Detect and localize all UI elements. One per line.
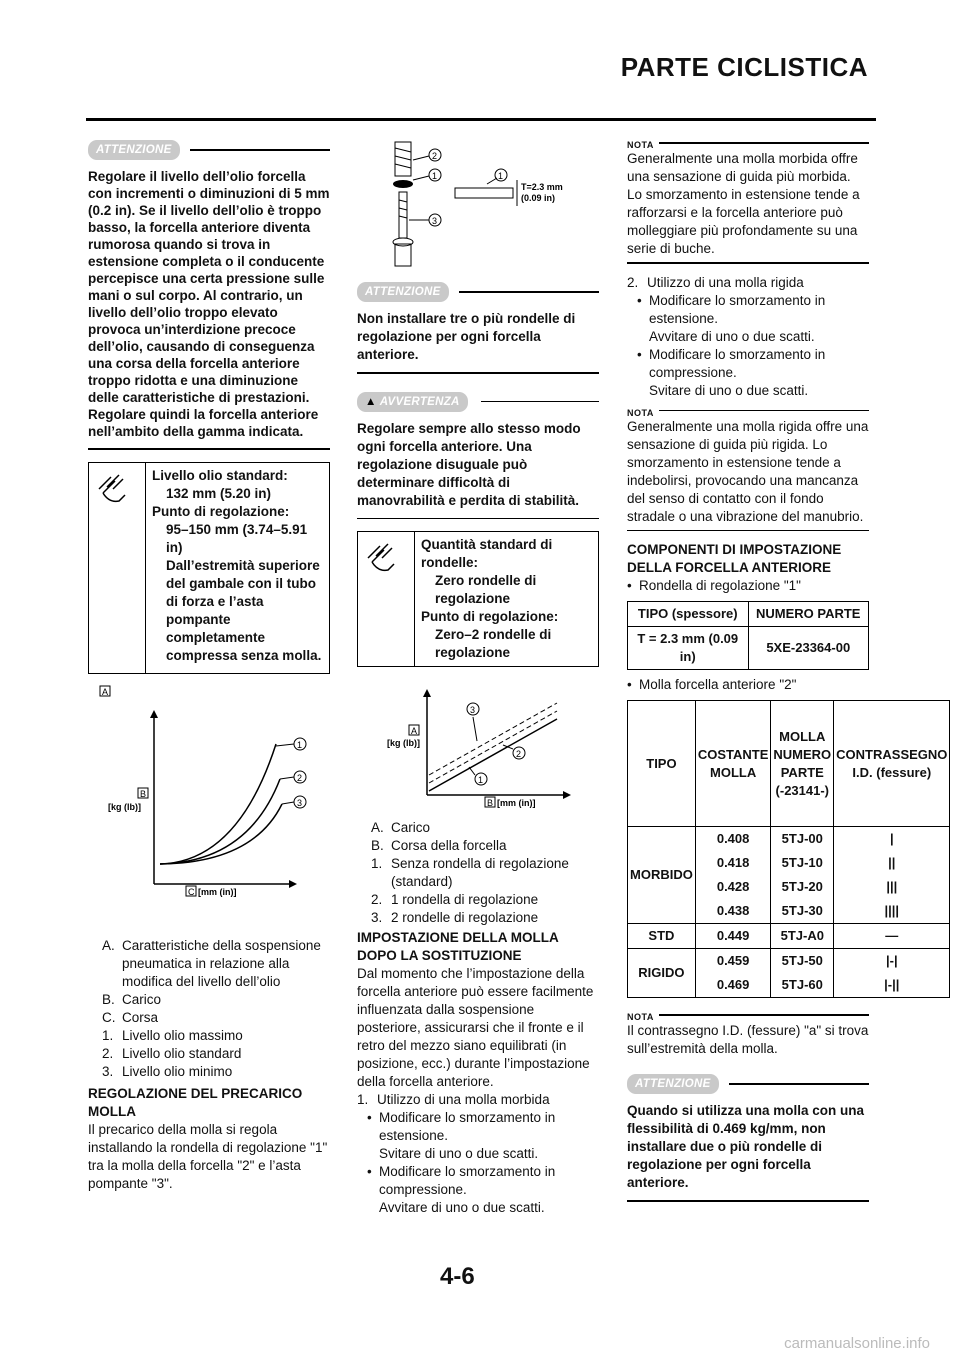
section-text: Dal momento che l’impostazione della forcella anteriore può essere facilmente influenzata dalla sospensione posteriore, assicurarsi che il fronte e il retro del mezzo siano equilibrati (in posizione, ecc.) durante l’impostazione della forcella anteriore. [357,966,594,1089]
spec-box [88,462,330,674]
legend: A. Carico B. Corsa della forcella 1. Senza rondella di regolazione (standard) 2. 1 rondella di regolazione 3. 2 rondelle di regolazione [371,820,569,925]
column-1 [88,140,330,1193]
spring-table: TIPO COSTANTE MOLLA MOLLA NUMERO PARTE (-23141-) CONTRASSEGNO I.D. (fessure) MORBIDO 0.408 5TJ-00 | 0.418 5TJ-10 || 0.428 5TJ-20 ||| 0.438 5TJ-30 |||| STD 0.449 5TJ-A0 — RIGIDO 0.459 5TJ-50 |-| 0.469 5TJ-60 |-|| [627,700,950,998]
washer-figure [357,140,599,270]
page-title: PARTE CICLISTICA [620,52,868,82]
attention-header [88,140,330,162]
attention-text: Regolare il livello dell’olio forcella con incrementi o diminuzioni di 5 mm (0.2 in). Se il livello dell’olio è troppo basso, la forcella anteriore diventa rumorosa quando si trova in estensione completa o il conducente percepisce una certa pressione sulle mani o sul corpo. Al contrario, un livello dell’olio troppo elevato provoca un’interdizione precoce dell’olio, causando di conseguenza una corsa della forcella anteriore troppo ridotta e una diminuzione delle caratteristiche di prestazioni. Regolare quindi la forcella anteriore nell’ambito della gamma indicata. [88,169,330,439]
column-3: NOTA Generalmente una molla morbida offre una sensazione di guida più morbida. Lo smorzamento in estensione tende a rafforzarsi e la forcella anteriore può molleggiare più profondamente su una serie di buche. 2. Utilizzo di una molla rigida • Modificare lo smorzamento in estensione. Avvitare di uno o due scatti. • Modificare lo smorzamento in compressione. Svitare di uno o due scatti. NOTA Generalmente una molla rigida offre una sensazione di guida più rigida. Lo smorzamento in estensione tende a indebolirsi, provocando una mancanza del senso di contatto con il fondo stradale o una vibrazione del manubrio. COMPONENTI DI IMPOSTAZIONE DELLA FORCELLA ANTERIORE • Rondella di regolazione "1" TIPO (spessore) NUMERO PARTE T = 2.3 mm (0.09 in) 5XE-23364-00 • Molla forcella anteriore "2" TIPO COSTANTE MOLLA MOLLA NUMERO PARTE (-23141-) CONTRASSEGNO I.D. (fessure) MORBIDO 0.408 5TJ-00 | 0.418 5TJ-10 || 0.428 5TJ-20 ||| 0.438 5TJ-30 |||| STD 0.449 5TJ-A0 — RIGIDO 0.459 5TJ-50 |-| 0.469 5TJ-60 |-|| NOTA Il contrassegno I.D. (fessure) "a" si trova sull’estremità della molla. ATTENZIONE Quando si utilizza una molla con una flessibilità di 0.469 kg/mm, non installare due o più rondelle di regolazione per ogni forcella anteriore. [627,136,869,1202]
warning-badge: ▲ AVVERTENZA [357,392,468,412]
spec-line: 95–150 mm (3.74–5.91 in) [166,521,308,555]
svg-text:3: 3 [470,705,476,715]
attention-badge: ATTENZIONE [627,1074,719,1094]
attention-badge: ATTENZIONE [88,140,180,160]
section-heading: COMPONENTI DI IMPOSTAZIONE DELLA FORCELLA ANTERIORE [627,542,842,575]
step-1: 1. Utilizzo di una molla morbida [357,1092,550,1107]
section-heading: IMPOSTAZIONE DELLA MOLLA DOPO LA SOSTITUZIONE [357,930,559,963]
spec-line: Livello olio standard: [152,467,288,483]
attention-header [627,1074,869,1096]
attention-text: Quando si utilizza una molla con una flessibilità di 0.469 kg/mm, non installare due o più rondelle di regolazione per ogni forcella anteriore. [627,1103,865,1190]
watermark: carmanualsonline.info [784,1335,930,1352]
spec-line: Dall’estremità superiore del gambale con il tubo di forza e l’asta pompante completamente compressa senza molla. [166,557,322,663]
label-load: [kg (lb)] [108,801,141,812]
label-b: B [140,788,147,799]
nota-header: NOTA [627,404,869,418]
nota-text: Il contrassegno I.D. (fessure) "a" si trova sull’estremità della molla. [627,1023,869,1056]
step-2: 2. Utilizzo di una molla rigida [627,274,804,290]
svg-text:[kg (lb)]: [kg (lb)] [387,738,420,748]
washer-table: TIPO (spessore) NUMERO PARTE T = 2.3 mm (0.09 in) 5XE-23364-00 [627,601,869,670]
warning-text: Regolare sempre allo stesso modo ogni forcella anteriore. Una regolazione disuguale può determinare difficoltà di manovrabilità e perdita di stabilità. [357,420,581,508]
attention-header [357,282,599,304]
washer-graph [357,683,599,813]
thickness-label: T=2.3 mm [521,182,563,192]
warning-header [357,392,599,414]
section-heading: REGOLAZIONE DEL PRECARICO MOLLA [88,1085,303,1119]
svg-text:(0.09 in): (0.09 in) [521,193,556,203]
label-c: C [188,886,195,897]
wrench-icon [89,463,146,673]
num-3: 3 [297,797,303,808]
svg-text:1: 1 [498,171,504,181]
svg-text:A: A [411,726,418,736]
legend: A. Caratteristiche della sospensione pneumatica in relazione alla modifica del livello dell’olio B. Carico C. Corsa 1. Livello olio massimo 2. Livello olio standard 3. Livello olio minimo [102,937,321,1079]
num-1: 1 [297,739,303,750]
wrench-icon [358,532,415,666]
svg-text:2: 2 [432,151,438,161]
label-stroke: [mm (in)] [198,886,237,897]
page-number: 4-6 [440,1263,475,1290]
nota-text: Generalmente una molla morbida offre una sensazione di guida più morbida. Lo smorzamento in estensione tende a rafforzarsi e la forcella anteriore può molleggiare più profondamente su una serie di buche. [627,151,860,256]
nota-header: NOTA [627,1008,869,1022]
oil-level-figure [88,684,330,909]
svg-text:B: B [487,798,494,808]
label-a: A [102,686,109,697]
attention-badge: ATTENZIONE [357,282,449,302]
warning-triangle-icon: ▲ [365,395,377,408]
svg-text:[mm (in)]: [mm (in)] [497,798,536,808]
spec-line: 132 mm (5.20 in) [166,485,272,501]
nota-header: NOTA [627,136,869,150]
column-2: 2 1 3 1 T=2.3 mm (0.09 in) ATTENZIONE Non installare tre o più rondelle di regolazione per ogni forcella anteriore. ▲ AVVERTENZA Regolare sempre allo stesso modo ogni forcella anteriore. Una regolazione disuguale può determinare difficoltà di manovrabilità e perdita di stabilità. Quantità standard di rondelle: Zero rondelle di regolazione Punto di regolazione: Zero–2 rondelle di regolazione A [kg (lb)] B [mm (in)] 1 2 3 A. Carico B. Corsa della forcella 1. Senza rondella di regolazione (standard) 2. 1 rondella di regolazione 3. 2 rondelle di regolazione IMPOSTAZIONE DELLA MOLLA DOPO LA SOSTITUZIONE Dal momento che l’impostazione della forcella anteriore può essere facilmente influenzata dalla sospensione posteriore, assicurarsi che il fronte e il retro del mezzo siano equilibrati (in posizione, ecc.) durante l’impostazione della forcella anteriore. 1. Utilizzo di una molla morbida • Modificare lo smorzamento in estensione. Svitare di uno o due scatti. • Modificare lo smorzamento in compressione. Avvitare di uno o due scatti. [357,140,599,1217]
spec-box: Quantità standard di rondelle: Zero rondelle di regolazione Punto di regolazione: Zero–2 rondelle di regolazione [357,531,599,667]
svg-text:1: 1 [478,775,484,785]
svg-text:1: 1 [432,171,438,181]
header-rule [86,118,876,121]
num-2: 2 [297,772,303,783]
attention-text: Non installare tre o più rondelle di regolazione per ogni forcella anteriore. [357,311,576,362]
spec-line: Punto di regolazione: [152,503,290,519]
section-text: Il precarico della molla si regola installando la rondella di regolazione "1" tra la molla della forcella "2" e l’asta pompante "3". [88,1121,328,1191]
svg-text:2: 2 [516,749,522,759]
svg-text:3: 3 [432,216,438,226]
nota-text: Generalmente una molla rigida offre una sensazione di guida più rigida. Lo smorzamento in estensione tende a indebolirsi, provocando una mancanza del senso di contatto con il fondo stradale o una vibrazione del manubrio. [627,418,869,524]
